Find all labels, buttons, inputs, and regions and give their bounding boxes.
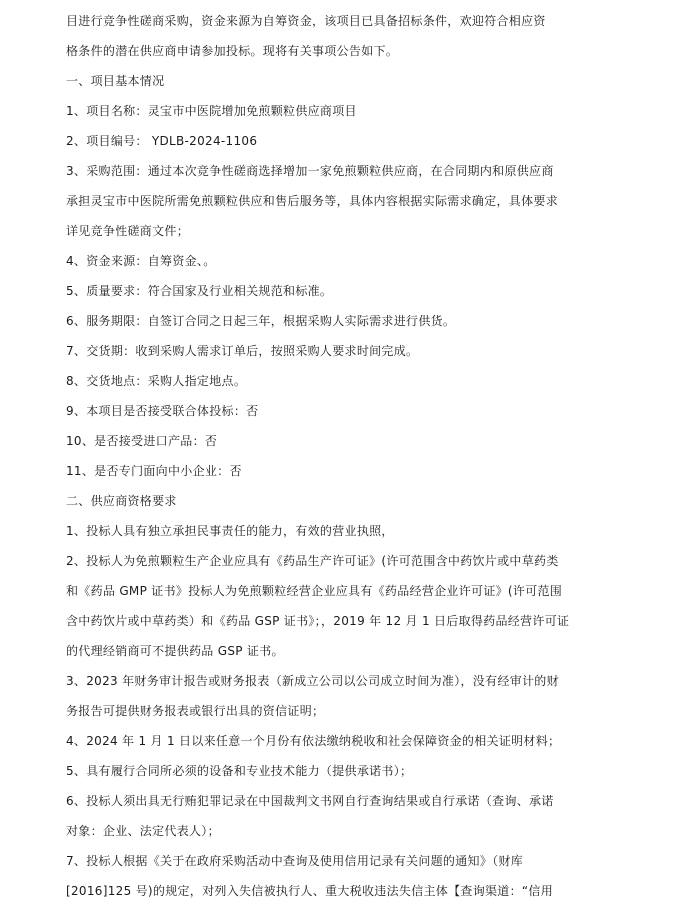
text-line: 8、交货地点：采购人指定地点。: [66, 374, 247, 388]
text-line: [2016]125 号)的规定，对列入失信被执行人、重大税收违法失信主体【查询渠道：“信用: [66, 884, 554, 898]
text-line: 2、投标人为免煎颗粒生产企业应具有《药品生产许可证》(许可范围含中药饮片或中草药类: [66, 554, 559, 568]
text-line: 6、投标人须出具无行贿犯罪记录在中国裁判文书网自行查询结果或自行承诺（查询、承诺: [66, 794, 554, 808]
text-line: 4、资金来源：自筹资金、。: [66, 254, 216, 268]
text-line: 承担灵宝市中医院所需免煎颗粒供应和售后服务等，具体内容根据实际需求确定，具体要求: [66, 194, 559, 208]
text-line: 含中药饮片或中草药类）和《药品 GSP 证书》；，2019 年 12 月 1 日后取得药品经营许可证: [66, 614, 570, 628]
text-line: 7、投标人根据《关于在政府采购活动中查询及使用信用记录有关问题的通知》（财库: [66, 854, 524, 868]
text-line: 4、2024 年 1 月 1 日以来任意一个月份有依法缴纳税收和社会保障资金的相关证明材料；: [66, 734, 561, 748]
text-line: 6、服务期限：自签订合同之日起三年，根据采购人实际需求进行供货。: [66, 314, 456, 328]
text-line: 格条件的潜在供应商申请参加投标。现将有关事项公告如下。: [66, 44, 399, 58]
text-line: 务报告可提供财务报表或银行出具的资信证明；: [66, 704, 325, 718]
text-line: 11、是否专门面向中小企业：否: [66, 464, 242, 478]
text-line: 7、交货期：收到采购人需求订单后，按照采购人要求时间完成。: [66, 344, 419, 358]
text-line: 和《药品 GMP 证书》投标人为免煎颗粒经营企业应具有《药品经营企业许可证》(许可范围: [66, 584, 563, 598]
text-line: 9、本项目是否接受联合体投标：否: [66, 404, 259, 418]
text-line: 详见竞争性磋商文件；: [66, 224, 190, 238]
text-line: 对象：企业、法定代表人）；: [66, 824, 220, 838]
text-line: 的代理经销商可不提供药品 GSP 证书。: [66, 644, 284, 658]
text-line: 10、是否接受进口产品：否: [66, 434, 218, 448]
announcement-document: [66, 6, 606, 906]
text-line: 2、项目编号： YDLB-2024-1106: [66, 134, 258, 148]
text-line: 5、具有履行合同所必须的设备和专业技术能力（提供承诺书）；: [66, 764, 413, 778]
text-line: 1、项目名称：灵宝市中医院增加免煎颗粒供应商项目: [66, 104, 357, 118]
section-heading: 一、项目基本情况: [66, 74, 165, 88]
text-line: 3、2023 年财务审计报告或财务报表（新成立公司以公司成立时间为准），没有经审计的财: [66, 674, 559, 688]
text-line: 3、采购范围：通过本次竞争性磋商选择增加一家免煎颗粒供应商，在合同期内和原供应商: [66, 164, 554, 178]
text-line: 目进行竞争性磋商采购，资金来源为自筹资金，该项目已具备招标条件，欢迎符合相应资: [66, 14, 546, 28]
text-line: 5、质量要求：符合国家及行业相关规范和标准。: [66, 284, 333, 298]
text-line: 1、投标人具有独立承担民事责任的能力，有效的营业执照，: [66, 524, 394, 538]
section-heading: 二、供应商资格要求: [66, 494, 177, 508]
